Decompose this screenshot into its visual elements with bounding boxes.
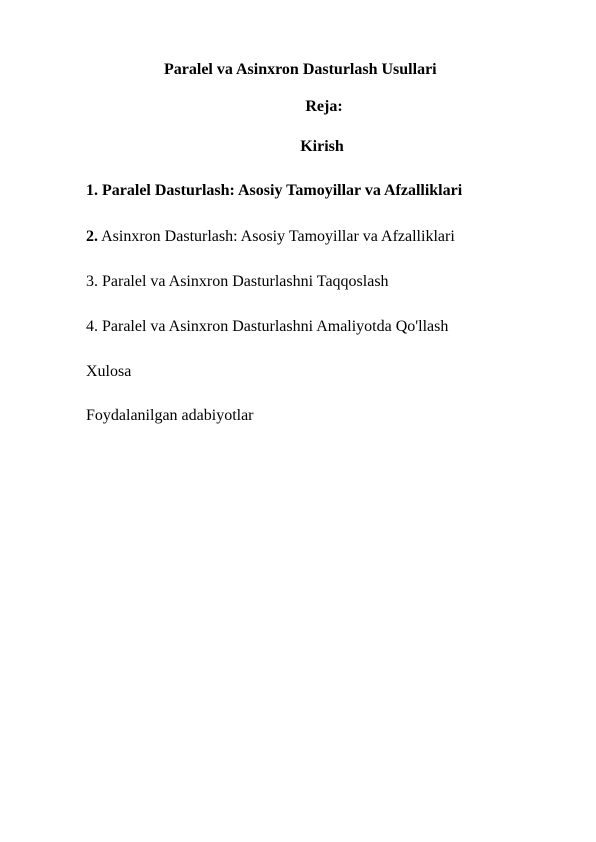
plan-item-label: Paralel Dasturlash: Asosiy Tamoyillar va Afzalliklari (102, 182, 463, 199)
plan-item-label: Paralel va Asinxron Dasturlashni Amaliyotda Qo'llash (102, 318, 449, 335)
plan-item-label: Paralel va Asinxron Dasturlashni Taqqoslash (102, 273, 389, 290)
plan-item-number: 1. (86, 182, 98, 199)
document-title: Paralel va Asinxron Dasturlash Usullari (164, 61, 437, 78)
plan-item-number: 3. (86, 273, 98, 290)
plan-item-number: 2. (86, 228, 98, 245)
intro-item: Kirish (300, 138, 344, 155)
plan-item-label: Asinxron Dasturlash: Asosiy Tamoyillar va Afzalliklari (101, 228, 455, 245)
conclusion-item: Xulosa (86, 363, 132, 380)
plan-item-3 (86, 272, 586, 292)
plan-item-1 (86, 181, 586, 201)
plan-item-4 (86, 317, 586, 337)
references-item: Foydalanilgan adabiyotlar (86, 407, 254, 424)
plan-item-number: 4. (86, 318, 98, 335)
plan-item-2 (86, 227, 586, 247)
plan-heading: Reja: (305, 98, 343, 115)
